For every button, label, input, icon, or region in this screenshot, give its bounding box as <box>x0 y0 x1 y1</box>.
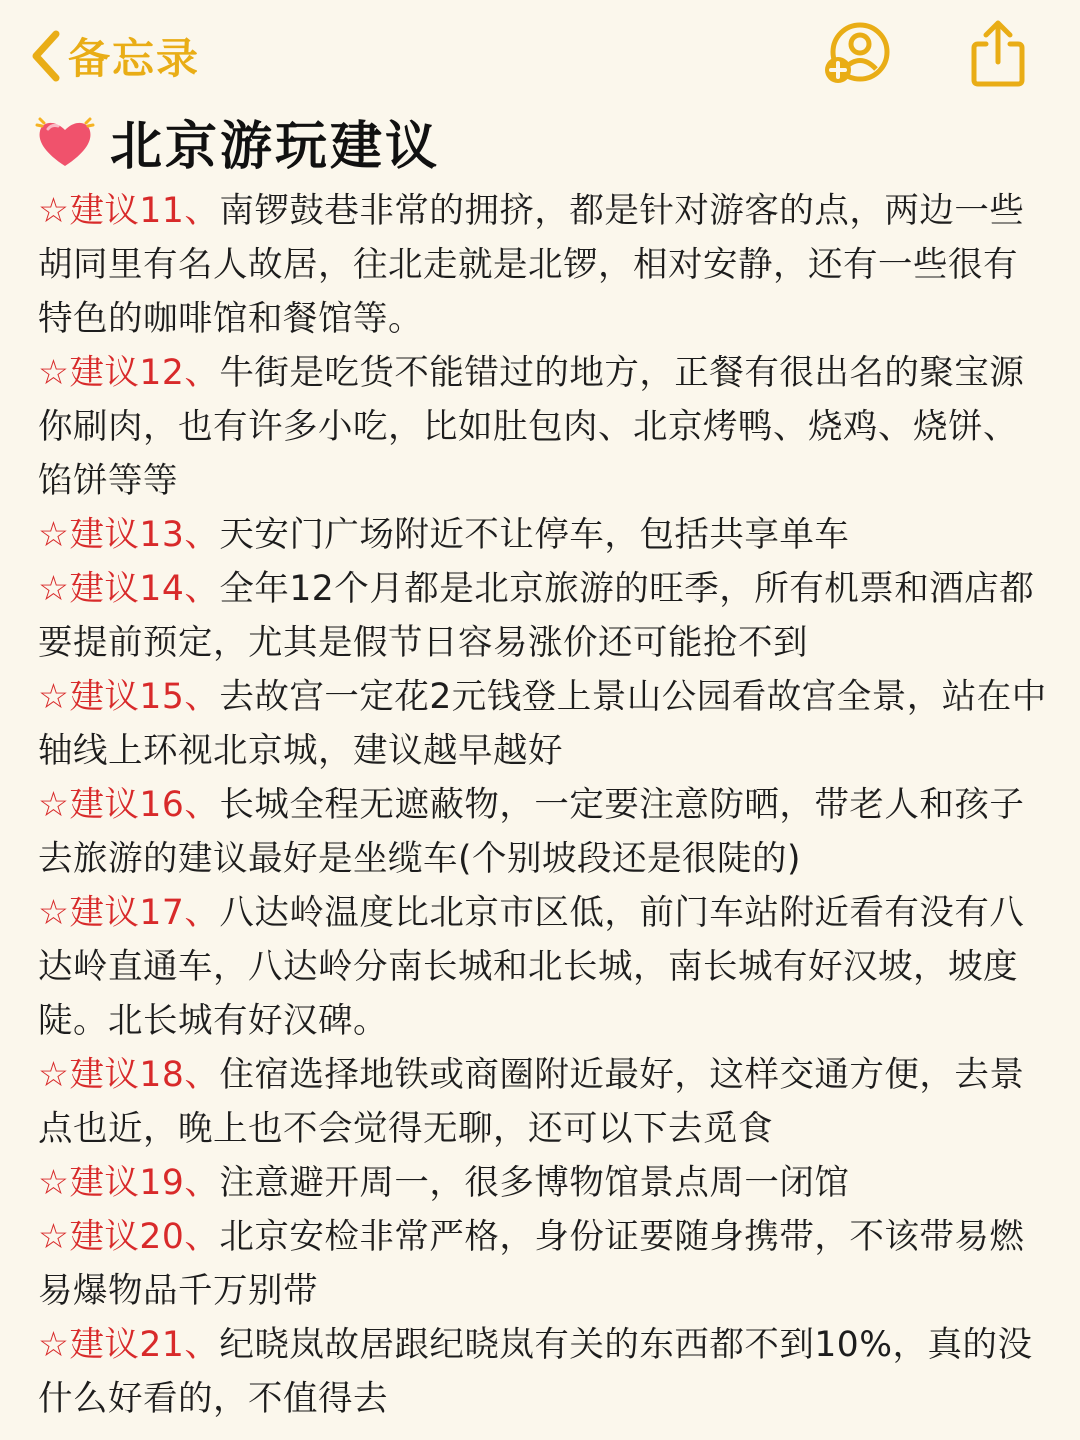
suggestion-item <box>38 184 1048 346</box>
star-icon: ☆ <box>38 191 70 231</box>
star-icon: ☆ <box>38 785 70 825</box>
suggestion-item <box>38 1210 1048 1318</box>
suggestion-label: 建议12、 <box>69 353 220 393</box>
star-icon: ☆ <box>38 1163 70 1203</box>
back-button[interactable] <box>28 26 200 86</box>
suggestion-label: 建议21、 <box>69 1325 220 1365</box>
suggestion-item <box>38 1318 1048 1426</box>
beating-heart-icon <box>34 111 96 173</box>
suggestion-item <box>38 1048 1048 1156</box>
suggestion-item <box>38 886 1048 1048</box>
suggestion-text: 八达岭温度比北京市区低，前门车站附近看有没有八达岭直通车，八达岭分南长城和北长城，南长城有好汉坡，坡度陡。北长城有好汉碑。 <box>38 893 1025 1041</box>
suggestion-text: 住宿选择地铁或商圈附近最好，这样交通方便，去景点也近，晚上也不会觉得无聊，还可以下去觅食 <box>38 1055 1025 1149</box>
suggestion-text: 长城全程无遮蔽物，一定要注意防晒，带老人和孩子去旅游的建议最好是坐缆车(个别坡段还是很陡的) <box>38 785 1025 879</box>
star-icon: ☆ <box>38 1217 70 1257</box>
suggestion-text: 全年12个月都是北京旅游的旺季，所有机票和酒店都要提前预定，尤其是假节日容易涨价还可能抢不到 <box>38 569 1035 663</box>
suggestion-item <box>38 778 1048 886</box>
star-icon: ☆ <box>38 353 70 393</box>
suggestion-text: 南锣鼓巷非常的拥挤，都是针对游客的点，两边一些胡同里有名人故居，往北走就是北锣，相对安静，还有一些很有特色的咖啡馆和餐馆等。 <box>38 191 1025 339</box>
suggestion-label: 建议11、 <box>69 191 220 231</box>
star-icon: ☆ <box>38 1325 70 1365</box>
suggestion-text: 北京安检非常严格，身份证要随身携带，不该带易燃易爆物品千万别带 <box>38 1217 1025 1311</box>
star-icon: ☆ <box>38 1055 70 1095</box>
back-label: 备忘录 <box>68 34 201 83</box>
suggestion-label: 建议15、 <box>69 677 220 717</box>
suggestion-text: 注意避开周一，很多博物馆景点周一闭馆 <box>219 1163 850 1203</box>
suggestion-label: 建议14、 <box>69 569 220 609</box>
navigation-bar <box>0 0 1080 100</box>
suggestion-label: 建议17、 <box>69 893 220 933</box>
note-body[interactable] <box>38 184 1048 1426</box>
suggestion-item <box>38 1156 1048 1210</box>
suggestion-text: 去故宫一定花2元钱登上景山公园看故宫全景，站在中轴线上环视北京城，建议越早越好 <box>38 677 1047 771</box>
suggestion-item <box>38 562 1048 670</box>
suggestion-text: 纪晓岚故居跟纪晓岚有关的东西都不到10%，真的没什么好看的，不值得去 <box>38 1325 1033 1419</box>
suggestion-label: 建议20、 <box>69 1217 220 1257</box>
note-title-row <box>34 104 440 179</box>
suggestion-label: 建议16、 <box>69 785 220 825</box>
suggestion-item <box>38 346 1048 508</box>
star-icon: ☆ <box>38 515 70 555</box>
add-person-icon <box>820 22 900 86</box>
add-person-button[interactable] <box>820 22 900 90</box>
share-button[interactable] <box>968 18 1028 94</box>
suggestion-text: 牛街是吃货不能错过的地方，正餐有很出名的聚宝源你刷肉，也有许多小吃，比如肚包肉、北京烤鸭、烧鸡、烧饼、馅饼等等 <box>38 353 1025 501</box>
suggestion-item <box>38 670 1048 778</box>
suggestion-label: 建议18、 <box>69 1055 220 1095</box>
chevron-left-icon <box>28 28 62 84</box>
suggestion-label: 建议19、 <box>69 1163 220 1203</box>
star-icon: ☆ <box>38 569 70 609</box>
share-icon <box>968 18 1028 90</box>
suggestion-text: 天安门广场附近不让停车，包括共享单车 <box>219 515 850 555</box>
suggestion-item <box>38 508 1048 562</box>
star-icon: ☆ <box>38 677 70 717</box>
star-icon: ☆ <box>38 893 70 933</box>
suggestion-label: 建议13、 <box>69 515 220 555</box>
note-title: 北京游玩建议 <box>110 117 441 177</box>
